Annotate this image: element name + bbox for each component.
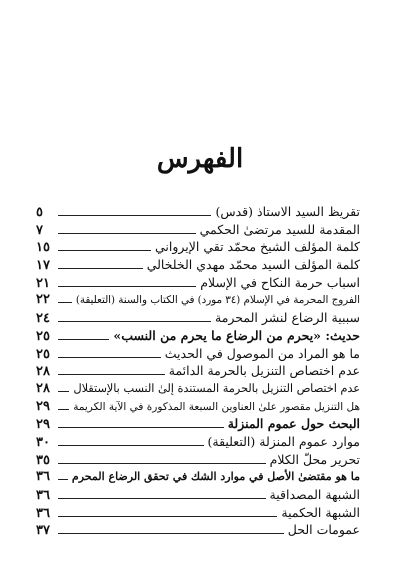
- toc-leader-line: [58, 250, 151, 251]
- toc-entry-title: الشبهة الحكمية: [281, 504, 360, 520]
- toc-leader-line: [58, 427, 224, 428]
- toc-entry-title: ما هو المراد من الموصول في الحديث: [164, 345, 360, 361]
- toc-entry: [36, 327, 360, 345]
- toc-entry: [36, 468, 360, 486]
- toc-leader-line: [58, 268, 143, 269]
- toc-entry-title: هل التنزيل مقصور علىٰ العناوين السبعة المذكورة في الآية الكريمة: [73, 400, 360, 413]
- toc-entry-title: عدم اختصاص التنزيل بالحرمة المستندة إلىٰ النسب بالإستقلال: [73, 381, 360, 395]
- toc-entry: [36, 451, 360, 469]
- toc-leader-line: [58, 498, 266, 499]
- toc-entry-title: المقدمة للسيد مرتضىٰ الحكمي: [199, 221, 360, 237]
- toc-leader-line: [58, 391, 69, 392]
- toc-page-number: ٧: [36, 222, 43, 238]
- toc-page-number: ١٧: [36, 258, 50, 274]
- toc-entry: [36, 433, 360, 451]
- page-title: الفهرس: [156, 144, 244, 174]
- toc-entry: [36, 221, 360, 239]
- toc-page-number: ٣٥: [36, 452, 50, 468]
- table-of-contents: [36, 203, 360, 539]
- toc-page-number: ٣٦: [36, 488, 50, 503]
- toc-entry: [36, 291, 360, 309]
- toc-page-number: ٣٦: [36, 469, 50, 485]
- toc-entry: [36, 504, 360, 522]
- toc-entry: [36, 415, 360, 433]
- toc-entry: [36, 398, 360, 416]
- toc-entry: [36, 203, 360, 221]
- toc-page-number: ٢٨: [36, 364, 50, 380]
- toc-entry-title: الشبهة المصداقية: [269, 487, 360, 502]
- toc-page-number: ٢٨: [36, 380, 50, 396]
- toc-entry: [36, 521, 360, 539]
- toc-entry: [36, 362, 360, 380]
- toc-page-number: ٢٤: [36, 311, 50, 327]
- toc-entry-title: الفروج المحرمة في الإسلام (٣٤ مورد) في الكتاب والسنة (التعليقة): [75, 294, 360, 307]
- toc-entry-title: موارد عموم المنزلة (التعليقة): [207, 433, 360, 449]
- toc-entry: [36, 380, 360, 398]
- toc-entry: [36, 345, 360, 363]
- toc-page-number: ٢١: [36, 275, 50, 291]
- toc-leader-line: [58, 533, 284, 534]
- toc-entry-title: تحرير محلّ الكلام: [269, 451, 360, 467]
- toc-entry: [36, 256, 360, 274]
- toc-leader-line: [58, 409, 69, 410]
- toc-page-number: ٢٩: [36, 398, 50, 414]
- toc-leader-line: [58, 445, 204, 446]
- toc-entry-title: عدم اختصاص التنزيل بالحرمة الدائمة: [168, 363, 360, 379]
- toc-entry-title: كلمة المؤلف الشيخ محمّد تقي الإيرواني: [154, 239, 360, 255]
- toc-entry: [36, 274, 360, 292]
- toc-entry-title: البحث حول عموم المنزلة: [227, 416, 360, 432]
- toc-page-number: ٥: [36, 205, 43, 220]
- toc-page-number: ٣٧: [36, 523, 50, 539]
- toc-leader-line: [58, 374, 165, 375]
- toc-entry: [36, 238, 360, 256]
- toc-page-number: ٢٥: [36, 328, 50, 344]
- toc-entry-title: سببية الرضاع لنشر المحرمة: [215, 310, 360, 326]
- toc-leader-line: [58, 286, 196, 287]
- toc-leader-line: [58, 339, 109, 340]
- toc-entry-title: حديث: «يحرم من الرضاع ما يحرم من النسب»: [113, 327, 360, 343]
- toc-page-number: ٣٠: [36, 434, 50, 450]
- toc-leader-line: [58, 479, 68, 480]
- toc-leader-line: [58, 215, 211, 216]
- toc-leader-line: [58, 302, 72, 303]
- toc-leader-line: [58, 233, 196, 234]
- toc-entry-title: اسباب حرمة النكاح في الإسلام: [200, 274, 360, 290]
- toc-entry-title: تقريظ السيد الاستاذ (قدس): [215, 204, 360, 219]
- toc-entry-title: كلمة المؤلف السيد محمّد مهدي الخلخالي: [146, 257, 360, 273]
- toc-leader-line: [58, 516, 277, 517]
- toc-leader-line: [58, 463, 266, 464]
- toc-leader-line: [58, 321, 211, 322]
- toc-page-number: ٢٩: [36, 417, 50, 433]
- toc-entry: [36, 486, 360, 504]
- toc-entry-title: عمومات الحل: [287, 522, 360, 538]
- toc-page-number: ٢٢: [36, 292, 50, 308]
- toc-page-number: ٣٦: [36, 505, 50, 521]
- toc-entry-title: ما هو مقتضىٰ الأصل في موارد الشك في تحقق الرضاع المحرم: [71, 470, 360, 484]
- toc-page-number: ١٥: [36, 240, 50, 256]
- toc-page-number: ٢٥: [36, 346, 50, 362]
- toc-leader-line: [58, 357, 161, 358]
- toc-entry: [36, 309, 360, 327]
